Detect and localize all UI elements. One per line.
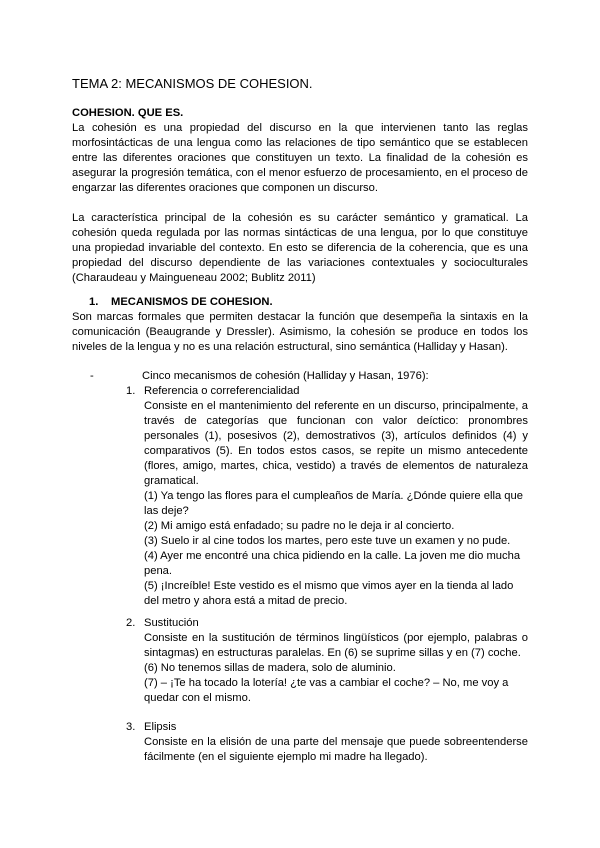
intro-paragraph-2: La característica principal de la cohesión es su carácter semántico y gramatical. La cohesión queda regulada por las normas sintácticas de una lengua, por lo que constituye una propiedad invariable del contexto. En esto se diferencia de la coherencia, que es una propiedad del discurso dependiente de las variaciones contextuales y socioculturales (Charaudeau y Maingueneau 2002; Bublitz 2011) (72, 212, 528, 284)
item-number: 3. (126, 721, 136, 733)
item-examples (144, 661, 528, 706)
section-heading-mecanismos (89, 295, 273, 310)
example-1: (1) Ya tengo las flores para el cumpleaños de María. ¿Dónde quiere ella que las deje? (144, 490, 523, 517)
example-2: (2) Mi amigo está enfadado; su padre no le deja ir al concierto. (144, 520, 455, 532)
list-item-referencia (126, 384, 299, 399)
bullet-item (90, 369, 429, 384)
item-title: Elipsis (144, 721, 177, 733)
item-number: 1. (126, 385, 136, 397)
page-title: TEMA 2: MECANISMOS DE COHESION. (72, 76, 313, 91)
bullet-text: Cinco mecanismos de cohesión (Halliday y Hasan, 1976): (142, 370, 429, 382)
item-description: Consiste en la sustitución de términos lingüísticos (por ejemplo, palabras o sintagmas) en estructuras paralelas. En (6) se suprime sillas y en (7) coche. (144, 632, 528, 659)
item-title: Sustitución (144, 617, 199, 629)
item-description: Consiste en la elisión de una parte del mensaje que puede sobreentenderse fácilmente (en el siguiente ejemplo mi madre ha llegado). (144, 736, 528, 763)
example-4: (4) Ayer me encontré una chica pidiendo en la calle. La joven me dio mucha pena. (144, 550, 521, 577)
intro-paragraph-1: La cohesión es una propiedad del discurso en la que intervienen tanto las reglas morfosintácticas de una lengua como las relaciones de tipo semántico que se establecen entre las diferentes oraciones que constituyen un texto. La finalidad de la cohesión es asegurar la progresión temática, con el menor esfuerzo de procesamiento, en el proceso de engarzar las diferentes oraciones que componen un discurso. (72, 122, 528, 194)
item-title: Referencia o correferencialidad (144, 385, 300, 397)
item-description: Consiste en el mantenimiento del referente en un discurso, principalmente, a través de categorías que funcionan con valor deíctico: pronombres personales (1), posesivos (2), demostrativos (3), artículos definidos (4) y comparativos (5). En todos estos casos, se repite un mismo antecedente (flores, amigo, martes, chica, vestido) a través de elementos de naturaleza gramatical. (144, 400, 528, 487)
list-item-sustitucion (126, 616, 199, 631)
section-heading-cohesion: COHESION. QUE ES. (72, 107, 184, 119)
bullet-dash: - (90, 370, 94, 382)
item-examples (144, 489, 528, 609)
section-title: MECANISMOS DE COHESION. (111, 296, 273, 308)
item-number: 2. (126, 617, 136, 629)
section-number: 1. (89, 296, 99, 308)
list-item-elipsis (126, 720, 176, 735)
example-3: (3) Suelo ir al cine todos los martes, pero este tuve un examen y no pude. (144, 535, 511, 547)
section1-paragraph: Son marcas formales que permiten destacar la función que desempeña la sintaxis en la comunicación (Beaugrande y Dressler). Asimismo, la cohesión se produce en todos los niveles de la lengua y no es una relación estructural, sino semántica (Halliday y Hasan). (72, 311, 528, 353)
example-6: (6) No tenemos sillas de madera, solo de aluminio. (144, 662, 396, 674)
example-7: (7) – ¡Te ha tocado la lotería! ¿te vas a cambiar el coche? – No, me voy a quedar con el mismo. (144, 677, 509, 704)
example-5: (5) ¡Increíble! Este vestido es el mismo que vimos ayer en la tienda al lado del metro y ahora está a mitad de precio. (144, 580, 514, 607)
